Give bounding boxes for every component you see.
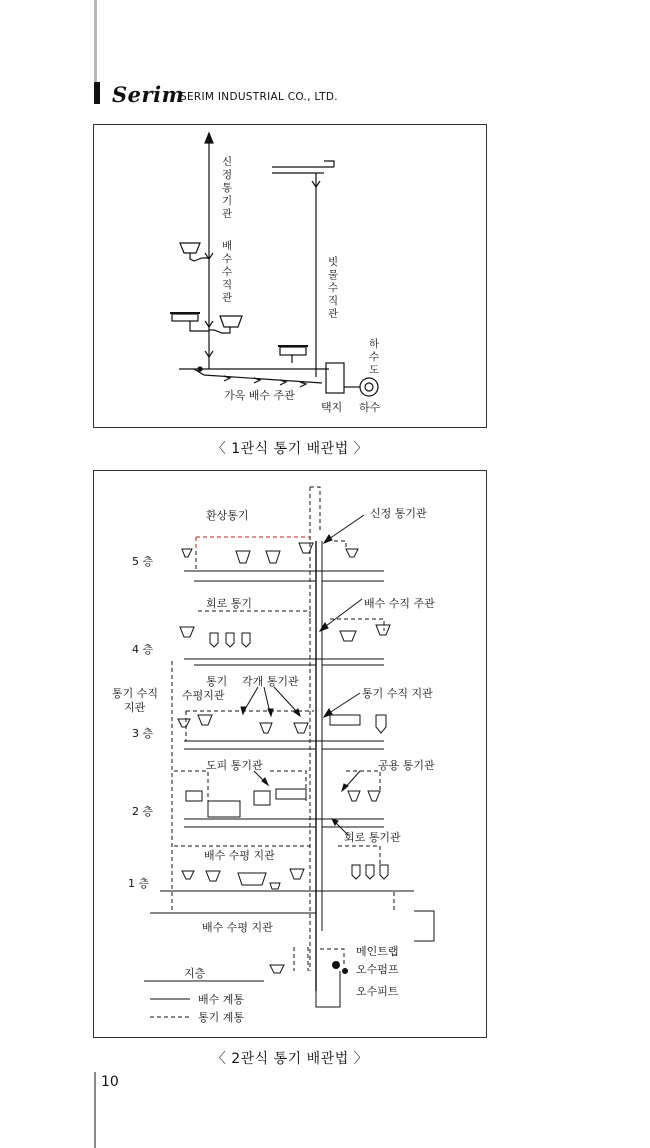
page-number: 10 (101, 1074, 119, 1090)
circuit-vent-label: 회로 통기 (206, 597, 253, 610)
trap-pit-icon (326, 363, 344, 393)
floor-label-3: 3 층 (132, 727, 154, 740)
rain-stack-label: 빗 물 수 직 관 (328, 256, 339, 320)
company-name: SERIM INDUSTRIAL CO., LTD. (180, 91, 338, 103)
drain-main-stack-label: 배수 수직 주관 (364, 597, 435, 610)
floor-label-1: 1 층 (128, 877, 150, 890)
vent-stack-label-2: 신정 통기관 (370, 507, 427, 520)
vent-vertical-branch-label-2: 지관 (124, 701, 146, 714)
figure2-frame (93, 470, 487, 1038)
margin-bar-bottom (94, 1072, 96, 1148)
circuit-vent-pipe-label: 회로 통기관 (344, 831, 401, 844)
figure1-diagram (94, 125, 486, 427)
sewage-label: 하수 (359, 401, 381, 414)
drain-horizontal-branch-lower-label: 배수 수평 지관 (202, 921, 273, 934)
relief-vent-label: 도피 통기관 (206, 759, 263, 772)
sewage-pit-label: 오수피트 (356, 985, 399, 998)
vent-vertical-branch-label-1: 통기 수직 (112, 687, 159, 700)
legend-vent-label: 통기 계통 (198, 1011, 245, 1024)
loop-vent-label: 환상통기 (206, 509, 249, 522)
common-vent-label: 공용 통기관 (378, 759, 435, 772)
washbasin-icon (180, 243, 200, 253)
sewer-label: 하 수 도 (369, 338, 380, 376)
vent-vertical-branch-right-label: 통기 수직 지관 (362, 687, 433, 700)
vent-arrow-icon (205, 133, 213, 143)
company-logo: Serim (112, 82, 185, 107)
drain-horizontal-branch-upper-label: 배수 수평 지관 (204, 849, 275, 862)
legend-drain-label: 배수 계통 (198, 993, 245, 1006)
vent-horizontal-branch-label-2: 수평지관 (182, 689, 225, 702)
figure1-frame (93, 124, 487, 428)
trap-pit-label: 택지 (321, 401, 343, 414)
main-trap-label: 메인트랩 (356, 945, 399, 958)
floor-label-basement: 지층 (184, 967, 206, 980)
floor-label-4: 4 층 (132, 643, 154, 656)
floor-label-2: 2 층 (132, 805, 154, 818)
bathtub-icon (172, 314, 198, 321)
margin-bar-top (94, 0, 97, 82)
drain-stack-label: 배 수 수 직 관 (222, 240, 233, 304)
vent-stack-label: 신 정 통 기 관 (222, 156, 233, 220)
figure2-caption: 〈 2관식 통기 배관법 〉 (211, 1051, 369, 1067)
individual-vent-label: 각개 통기관 (242, 675, 299, 688)
figure2-diagram (94, 471, 486, 1037)
vent-horizontal-branch-label-1: 통기 (206, 675, 228, 688)
floor-label-5: 5 층 (132, 555, 154, 568)
sewage-pump-label: 오수펌프 (356, 963, 399, 976)
figure1-caption: 〈 1관식 통기 배관법 〉 (211, 441, 369, 457)
margin-bar-accent (94, 82, 100, 104)
sewer-icon (360, 378, 378, 396)
basin-icon (220, 316, 242, 327)
building-drain-label: 가옥 배수 주관 (224, 389, 295, 402)
bathtub-icon-2 (280, 347, 306, 355)
